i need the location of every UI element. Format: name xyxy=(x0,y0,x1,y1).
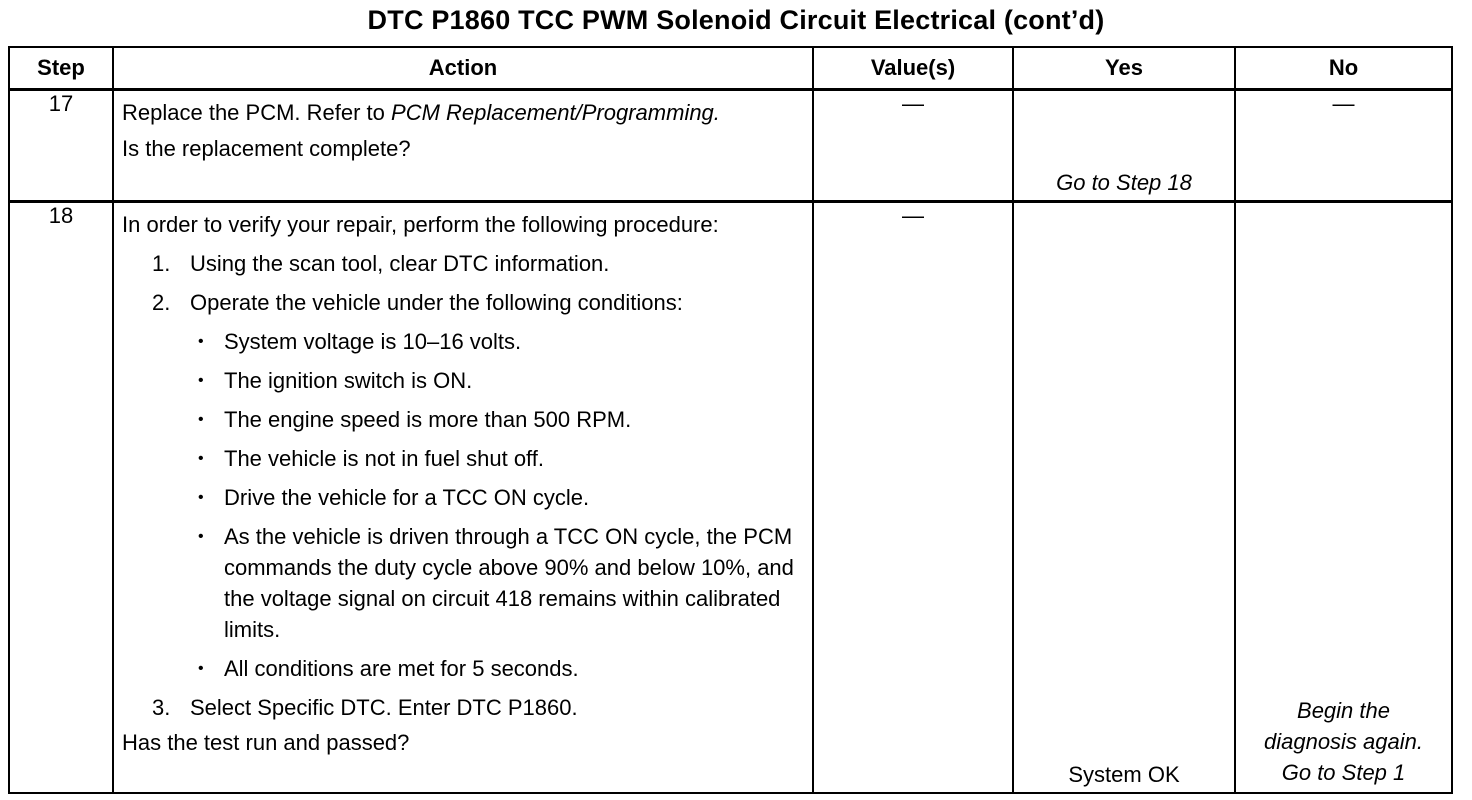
condition-text: System voltage is 10–16 volts. xyxy=(224,329,522,354)
header-action: Action xyxy=(113,47,813,90)
condition-item xyxy=(190,404,804,435)
condition-text: All conditions are met for 5 seconds. xyxy=(224,656,579,681)
condition-text: As the vehicle is driven through a TCC ON cycle, the PCM commands the duty cycle above 90% and below 10%, and the voltage signal on circuit 418 remains within calibrated limits. xyxy=(224,524,794,642)
bullet-icon: • xyxy=(198,372,204,389)
value-cell: — xyxy=(813,90,1013,202)
action-intro: In order to verify your repair, perform the following procedure: xyxy=(122,212,719,237)
procedure-step-text: Select Specific DTC. Enter DTC P1860. xyxy=(190,695,578,720)
procedure-step-text: Using the scan tool, clear DTC information. xyxy=(190,251,610,276)
action-cell xyxy=(113,90,813,202)
procedure-step-number: 3. xyxy=(152,695,171,720)
procedure-step-text: Operate the vehicle under the following conditions: xyxy=(190,290,683,315)
no-line: Go to Step 1 xyxy=(1281,760,1406,785)
step-number: 17 xyxy=(9,90,113,202)
reference-link[interactable]: PCM Replacement/Programming. xyxy=(391,100,720,125)
condition-item xyxy=(190,365,804,396)
procedure-step xyxy=(122,692,804,723)
header-values: Value(s) xyxy=(813,47,1013,90)
header-no: No xyxy=(1235,47,1452,90)
condition-text: Drive the vehicle for a TCC ON cycle. xyxy=(224,485,590,510)
no-cell[interactable] xyxy=(1235,202,1452,794)
page-title: DTC P1860 TCC PWM Solenoid Circuit Electrical (cont’d) xyxy=(367,5,1105,35)
procedure-list xyxy=(122,248,804,723)
action-question: Is the replacement complete? xyxy=(122,136,411,161)
condition-text: The vehicle is not in fuel shut off. xyxy=(224,446,544,471)
procedure-step xyxy=(122,248,804,279)
table-row xyxy=(9,90,1452,202)
no-cell: — xyxy=(1235,90,1452,202)
bullet-icon: • xyxy=(198,333,204,350)
yes-cell: System OK xyxy=(1013,202,1235,794)
table-header-row xyxy=(9,47,1452,90)
action-intro-text: Replace the PCM. Refer to xyxy=(122,100,392,125)
value-cell: — xyxy=(813,202,1013,794)
action-question: Has the test run and passed? xyxy=(122,730,410,755)
condition-text: The ignition switch is ON. xyxy=(224,368,473,393)
action-cell xyxy=(113,202,813,794)
header-yes: Yes xyxy=(1013,47,1235,90)
procedure-step-number: 1. xyxy=(152,251,171,276)
no-line: Begin the xyxy=(1297,698,1390,723)
bullet-icon: • xyxy=(198,528,204,545)
procedure-step-number: 2. xyxy=(152,290,171,315)
bullet-icon: • xyxy=(198,411,204,428)
condition-item xyxy=(190,326,804,357)
diagnostic-table xyxy=(8,46,1453,794)
condition-item xyxy=(190,653,804,684)
header-step: Step xyxy=(9,47,113,90)
procedure-step xyxy=(122,287,804,684)
table-row xyxy=(9,202,1452,794)
bullet-icon: • xyxy=(198,450,204,467)
action-intro xyxy=(122,97,804,128)
bullet-icon: • xyxy=(198,660,204,677)
condition-item xyxy=(190,482,804,513)
condition-item xyxy=(190,443,804,474)
bullet-icon: • xyxy=(198,489,204,506)
condition-item xyxy=(190,521,804,645)
no-line: diagnosis again. xyxy=(1263,729,1423,754)
yes-cell[interactable]: Go to Step 18 xyxy=(1013,90,1235,202)
conditions-list xyxy=(190,326,804,684)
condition-text: The engine speed is more than 500 RPM. xyxy=(224,407,632,432)
step-number: 18 xyxy=(9,202,113,794)
